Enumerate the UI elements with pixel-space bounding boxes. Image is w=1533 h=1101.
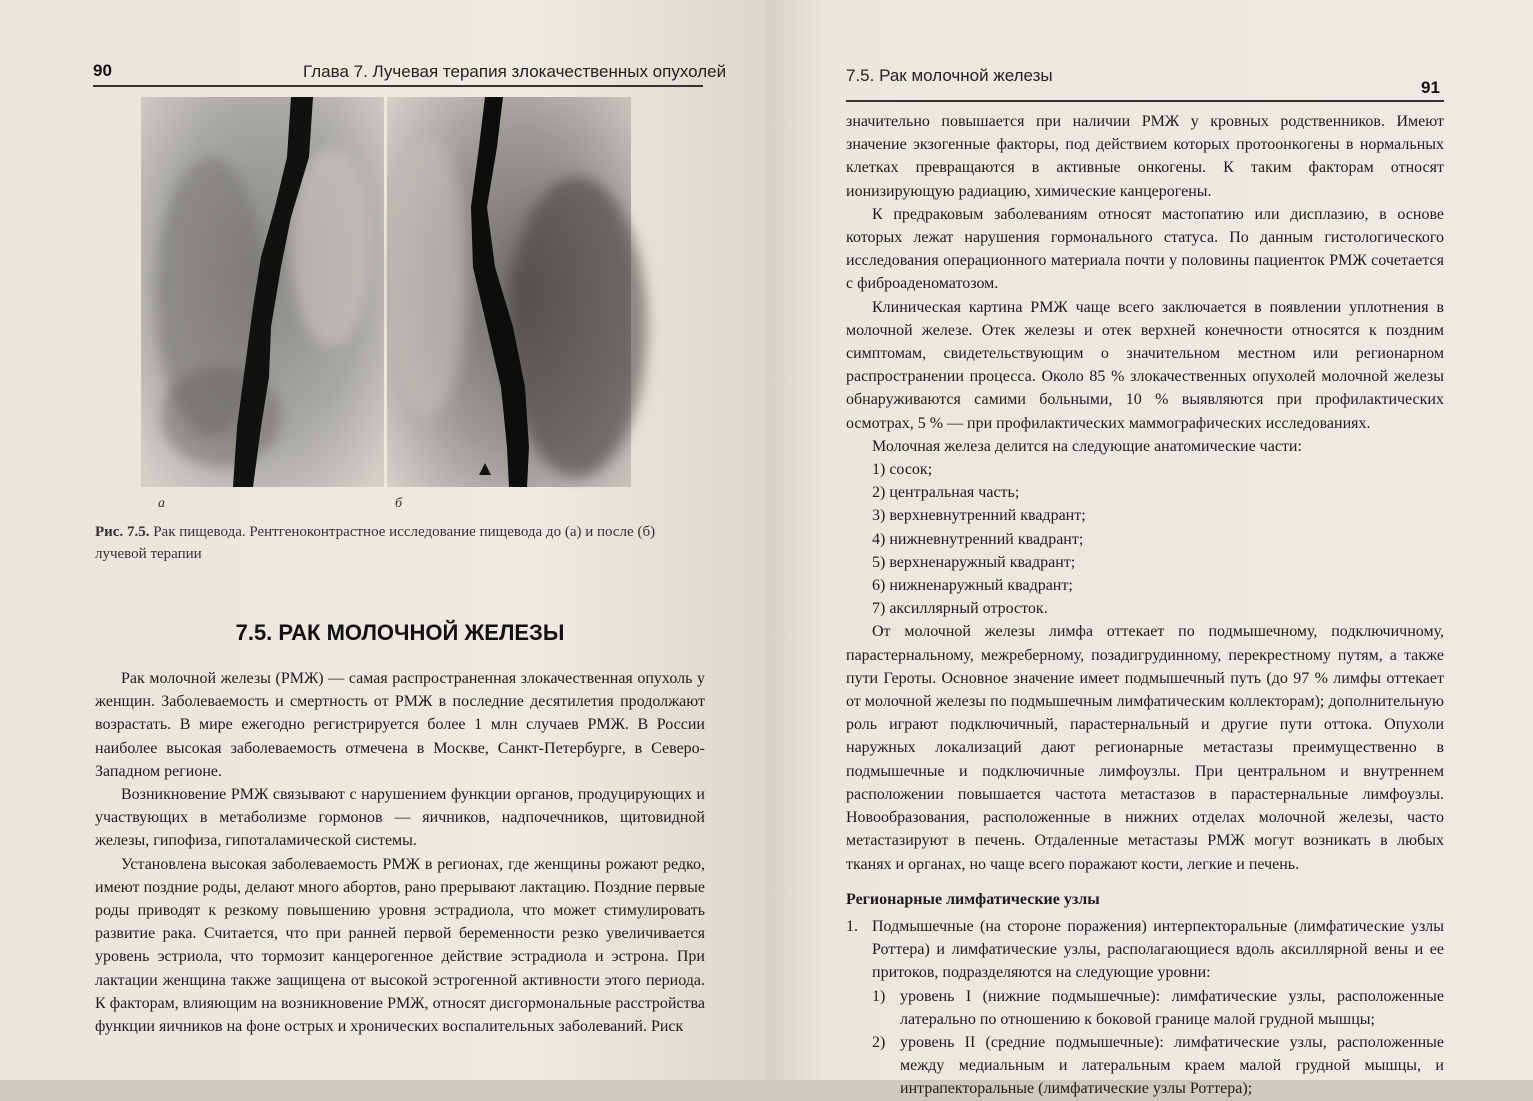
paragraph: Возникновение РМЖ связывают с нарушением функции органов, продуцирующих и участвующих в метаболизме гормонов — яичников, надпочечников, щитовидной железы, гипофиза, гипоталамической системы. (95, 786, 705, 850)
list-item: 4) нижневнутренний квадрант; (872, 530, 1084, 548)
list-item: 2) центральная часть; (872, 484, 1020, 502)
figure-caption (95, 521, 705, 565)
list-item: 3) верхневнутренний квадрант; (872, 507, 1086, 525)
list-item: 7) аксиллярный отросток. (872, 600, 1048, 618)
figure-label-a: а (158, 496, 165, 511)
level-item (846, 985, 1444, 1031)
left-page (0, 0, 766, 1080)
anatomy-list (846, 458, 1444, 620)
xray-image-b (387, 97, 631, 487)
right-body-text (846, 110, 1444, 1101)
paragraph: От молочной железы лимфа оттекает по подмышечному, подключичному, парастернальному, межреберному, позадигрудинному, перекрестному путям, а также пути Героты. Основное значение имеет подмышечный путь (до 97 % лимфы оттекает от молочной железы по подмышечным лимфатическим коллекторам); дополнительную роль играют подключичный, парастернальный и другие пути оттока. Опухоли наружных локализаций дают регионарные метастазы преимущественно в подмышечные и подключичные лимфоузлы. При центральном и внутреннем расположении повышается частота метастазов в парастернальные лимфоузлы. Новообразования, расположенные в нижних отделах молочной железы, часто метастазируют в печень. Отдаленные метастазы РМЖ могут возникать в любых тканях и органах, но чаще всего поражают кости, легкие и печень. (846, 623, 1444, 873)
list-item: 5) верхненаружный квадрант; (872, 553, 1076, 571)
list-item: 6) нижненаружный квадрант; (872, 577, 1073, 595)
level-number: 2) (872, 1033, 886, 1051)
running-head-left: Глава 7. Лучевая терапия злокачественных опухолей (303, 62, 727, 81)
header-rule (846, 100, 1444, 102)
level-text: уровень I (нижние подмышечные): лимфатические узлы, расположенные латерально по отношению к боковой границе малой грудной мышцы; (900, 987, 1444, 1028)
running-head-right: 7.5. Рак молочной железы (846, 66, 1053, 85)
subheading: Регионарные лимфатические узлы (846, 890, 1100, 908)
item-number: 1. (846, 917, 858, 935)
page-number-right: 91 (1421, 78, 1440, 97)
figure-label-b: б (395, 496, 403, 511)
paragraph: Установлена высокая заболеваемость РМЖ в регионах, где женщины рожают редко, имеют поздние роды, делают много абортов, рано прерывают лактацию. Поздние первые роды приводят к резкому повышению уровня эстрадиола, что может стимулировать развитие рака. Считается, что при ранней первой беременности резко увеличивается уровень эстриола, что тормозит канцерогенное действие эстрадиола и эстрона. При лактации женщина также защищена от высокой эстрогенной активности этого периода. К факторам, влияющим на возникновение РМЖ, относят дисгормональные расстройства функции яичников на фоне острых и хронических воспалительных заболеваний. Риск (95, 855, 705, 1036)
left-body-text (95, 667, 705, 1038)
paragraph: Молочная железа делится на следующие анатомические части: (872, 437, 1302, 455)
level-item (846, 1031, 1444, 1101)
header-rule (93, 85, 703, 87)
paragraph-continuation: значительно повышается при наличии РМЖ у кровных родственников. Имеют значение экзогенные факторы, под действием которых протоонкогены в нормальных клетках превращаются в активные онкогены. К таким факторам относят ионизирующую радиацию, химические канцерогены. (846, 113, 1444, 200)
xray-image-a (141, 97, 384, 487)
level-text: уровень II (средние подмышечные): лимфатические узлы, расположенные между медиальным и латеральным краем малой грудной мышцы, и интрапекторальные (лимфатические узлы Роттера); (900, 1033, 1444, 1098)
figure-caption-label: Рис. 7.5. (95, 524, 150, 540)
section-title: 7.5. РАК МОЛОЧНОЙ ЖЕЛЕЗЫ (235, 620, 565, 645)
figure-caption-text: Рак пищевода. Рентгеноконтрастное исследование пищевода до (а) и после (б) лучевой терапии (95, 524, 656, 562)
level-number: 1) (872, 987, 886, 1005)
page-number-left: 90 (93, 61, 112, 80)
paragraph: Рак молочной железы (РМЖ) — самая распространенная злокачественная опухоль у женщин. Заболеваемость и смертность от РМЖ в последние десятилетия продолжают возрастать. В мире ежегодно регистрируется более 1 млн случаев РМЖ. В России наиболее высокая заболеваемость отмечена в Москве, Санкт-Петербурге, в Северо-Западном регионе. (95, 670, 705, 780)
paragraph: К предраковым заболеваниям относят мастопатию или дисплазию, в основе которых лежат нарушения гормонального статуса. По данным гистологического исследования операционного материала почти у половины пациенток РМЖ сочетается с фиброаденоматозом. (846, 205, 1444, 293)
list-item: 1) сосок; (872, 461, 933, 479)
paragraph: Клиническая картина РМЖ чаще всего заключается в появлении уплотнения в молочной железе. Отек железы и отек верхней конечности относятся к поздним симптомам, свидетельствующим о значительном местном или регионарном распространении процесса. Около 85 % злокачественных опухолей молочной железы обнаруживаются самими больными, 10 % выявляются при профилактических осмотрах, 5 % — при профилактических маммографических исследованиях. (846, 298, 1444, 432)
item-text: Подмышечные (на стороне поражения) интерпекторальные (лимфатические узлы Роттера) и лимфатические узлы, располагающиеся вдоль аксиллярной вены и ее притоков, подразделяются на следующие уровни: (872, 917, 1444, 982)
numbered-item (846, 915, 1444, 985)
right-page (766, 0, 1533, 1098)
